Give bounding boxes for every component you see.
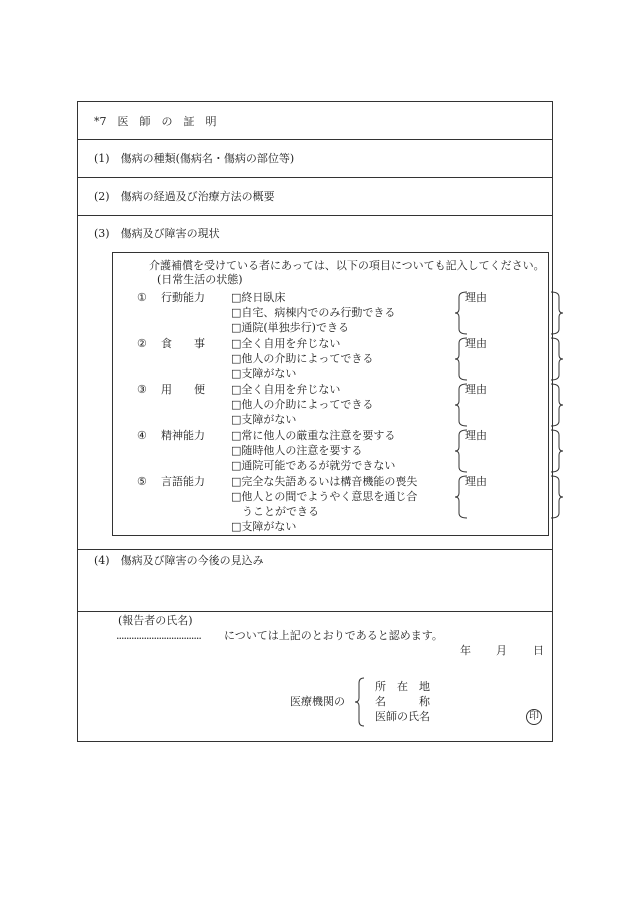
category-label: 行動能力 — [161, 291, 205, 304]
daily-life-subheading: (日常生活の状態) — [157, 273, 243, 286]
category-label: 言語能力 — [161, 475, 205, 488]
category-number: ④ — [137, 429, 147, 442]
category-label: 精神能力 — [161, 429, 205, 442]
current-condition-label: (3) 傷病及び障害の現状 — [94, 227, 220, 240]
reason-label: 理由 — [465, 383, 487, 396]
seal-icon: 印 — [526, 709, 542, 725]
right-brace-icon — [549, 429, 563, 473]
doctor-certificate-form — [77, 101, 553, 742]
checkbox-option[interactable]: □完全な失語あるいは構音機能の喪失 — [231, 475, 418, 488]
treatment-summary-row[interactable] — [78, 178, 552, 216]
checkbox-option[interactable]: □終日臥床 — [231, 291, 286, 304]
reason-field[interactable] — [457, 475, 563, 519]
reason-field[interactable] — [457, 429, 563, 473]
left-brace-icon — [354, 677, 366, 727]
section-title: *7 医 師 の 証 明 — [94, 115, 217, 128]
category-number: ⑤ — [137, 475, 147, 488]
right-brace-icon — [549, 475, 563, 519]
injury-type-label: (1) 傷病の種類(傷病名・傷病の部位等) — [94, 152, 295, 165]
checkbox-option[interactable]: □支障がない — [231, 367, 297, 380]
right-brace-icon — [549, 337, 563, 381]
medical-institution-label: 医療機関の — [290, 695, 345, 708]
category-number: ② — [137, 337, 147, 350]
category-label: 食 事 — [161, 337, 205, 350]
category-number: ① — [137, 291, 147, 304]
date-year-label: 年 — [460, 644, 471, 657]
category-label: 用 便 — [161, 383, 205, 396]
daily-life-status-box — [112, 252, 549, 536]
date-day-label: 日 — [533, 644, 544, 657]
right-brace-icon — [549, 291, 563, 335]
checkbox-option[interactable]: □全く自用を弁じない — [231, 383, 341, 396]
checkbox-option[interactable]: □支障がない — [231, 520, 297, 533]
prognosis-row[interactable] — [78, 550, 552, 612]
reason-label: 理由 — [465, 337, 487, 350]
reporter-name-label: (報告者の氏名) — [118, 614, 193, 627]
doctor-name-label: 医師の氏名 — [375, 710, 430, 723]
reason-label: 理由 — [465, 475, 487, 488]
certification-statement: については上記のとおりであると認めます。 — [224, 629, 443, 642]
section-header-row — [78, 102, 552, 140]
checkbox-option-continuation: うことができる — [231, 505, 319, 518]
checkbox-option[interactable]: □支障がない — [231, 413, 297, 426]
checkbox-option[interactable]: □常に他人の厳重な注意を要する — [231, 429, 396, 442]
checkbox-option[interactable]: □全く自用を弁じない — [231, 337, 341, 350]
reason-field[interactable] — [457, 291, 563, 335]
checkbox-option[interactable]: □通院可能であるが就労できない — [231, 459, 396, 472]
checkbox-option[interactable]: □通院(単独歩行)できる — [231, 321, 349, 334]
reason-label: 理由 — [465, 291, 487, 304]
address-label: 所 在 地 — [375, 680, 430, 693]
category-number: ③ — [137, 383, 147, 396]
reason-field[interactable] — [457, 337, 563, 381]
checkbox-option[interactable]: □随時他人の注意を要する — [231, 444, 363, 457]
reporter-name-field[interactable]: .................................. — [116, 629, 201, 642]
checkbox-option[interactable]: □自宅、病棟内でのみ行動できる — [231, 306, 396, 319]
institution-name-label: 名 称 — [375, 695, 430, 708]
care-compensation-note: 介護補償を受けている者にあっては、以下の項目についても記入してください。 — [149, 259, 545, 272]
date-month-label: 月 — [496, 644, 507, 657]
injury-type-row[interactable] — [78, 140, 552, 178]
treatment-summary-label: (2) 傷病の経過及び治療方法の概要 — [94, 190, 275, 203]
checkbox-option[interactable]: □他人の介助によってできる — [231, 352, 374, 365]
reason-field[interactable] — [457, 383, 563, 427]
checkbox-option[interactable]: □他人の介助によってできる — [231, 398, 374, 411]
prognosis-label: (4) 傷病及び障害の今後の見込み — [94, 554, 264, 567]
checkbox-option[interactable]: □他人との間でようやく意思を通じ合 — [231, 490, 418, 503]
right-brace-icon — [549, 383, 563, 427]
reason-label: 理由 — [465, 429, 487, 442]
